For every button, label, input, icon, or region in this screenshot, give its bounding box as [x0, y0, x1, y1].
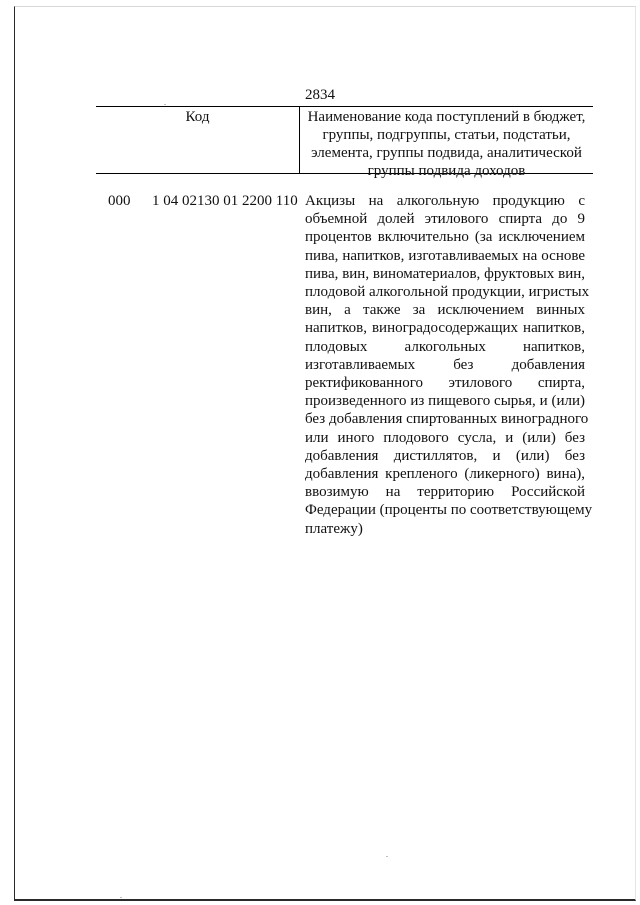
name-column-header: Наименование кода поступлений в бюджет, группы, подгруппы, статьи, подстатьи, элемента, группы подвида, аналитической группы подвида доходов — [307, 109, 586, 179]
description-line: напитков, виноградосодержащих напитков, — [305, 320, 585, 337]
code-column-header: Код — [96, 107, 300, 173]
income-description — [305, 192, 593, 538]
description-line: вин, а также за исключением винных — [305, 302, 585, 319]
description-line: ректификованного этилового спирта, — [305, 375, 585, 392]
description-line: без добавления спиртованных виноградного — [305, 411, 589, 428]
table-header — [96, 106, 593, 179]
description-line: платежу) — [305, 520, 363, 537]
admin-code: 000 — [108, 193, 131, 209]
description-line: добавления дистиллятов, и (или) без — [305, 447, 585, 464]
description-line: плодовых алкогольных напитков, — [305, 338, 585, 355]
budget-classification-code: 1 04 02130 01 2200 110 — [152, 193, 298, 209]
description-line: или иного плодового сусла, и (или) без — [305, 429, 585, 446]
description-line: Акцизы на алкогольную продукцию с — [305, 193, 585, 209]
description-line: произведенного из пищевого сырья, и (или) — [305, 393, 585, 410]
scan-speck — [386, 856, 388, 857]
scan-speck — [164, 104, 166, 105]
description-line: плодовой алкогольной продукции, игристых — [305, 284, 590, 301]
description-line: добавления крепленого (ликерного) вина), — [305, 466, 585, 483]
description-line: Федерации (проценты по соответствующему — [305, 502, 593, 519]
description-line: объемной долей этилового спирта до 9 — [305, 211, 585, 228]
description-line: изготавливаемых без добавления — [305, 356, 585, 373]
scan-speck — [120, 897, 122, 898]
page-number: 2834 — [305, 87, 335, 103]
description-line: пива, вин, виноматериалов, фруктовых вин, — [305, 265, 585, 282]
description-line: ввозимую на территорию Российской — [305, 484, 585, 501]
description-line: пива, напитков, изготавливаемых на основе — [305, 247, 585, 264]
description-line: процентов включительно (за исключением — [305, 229, 585, 246]
